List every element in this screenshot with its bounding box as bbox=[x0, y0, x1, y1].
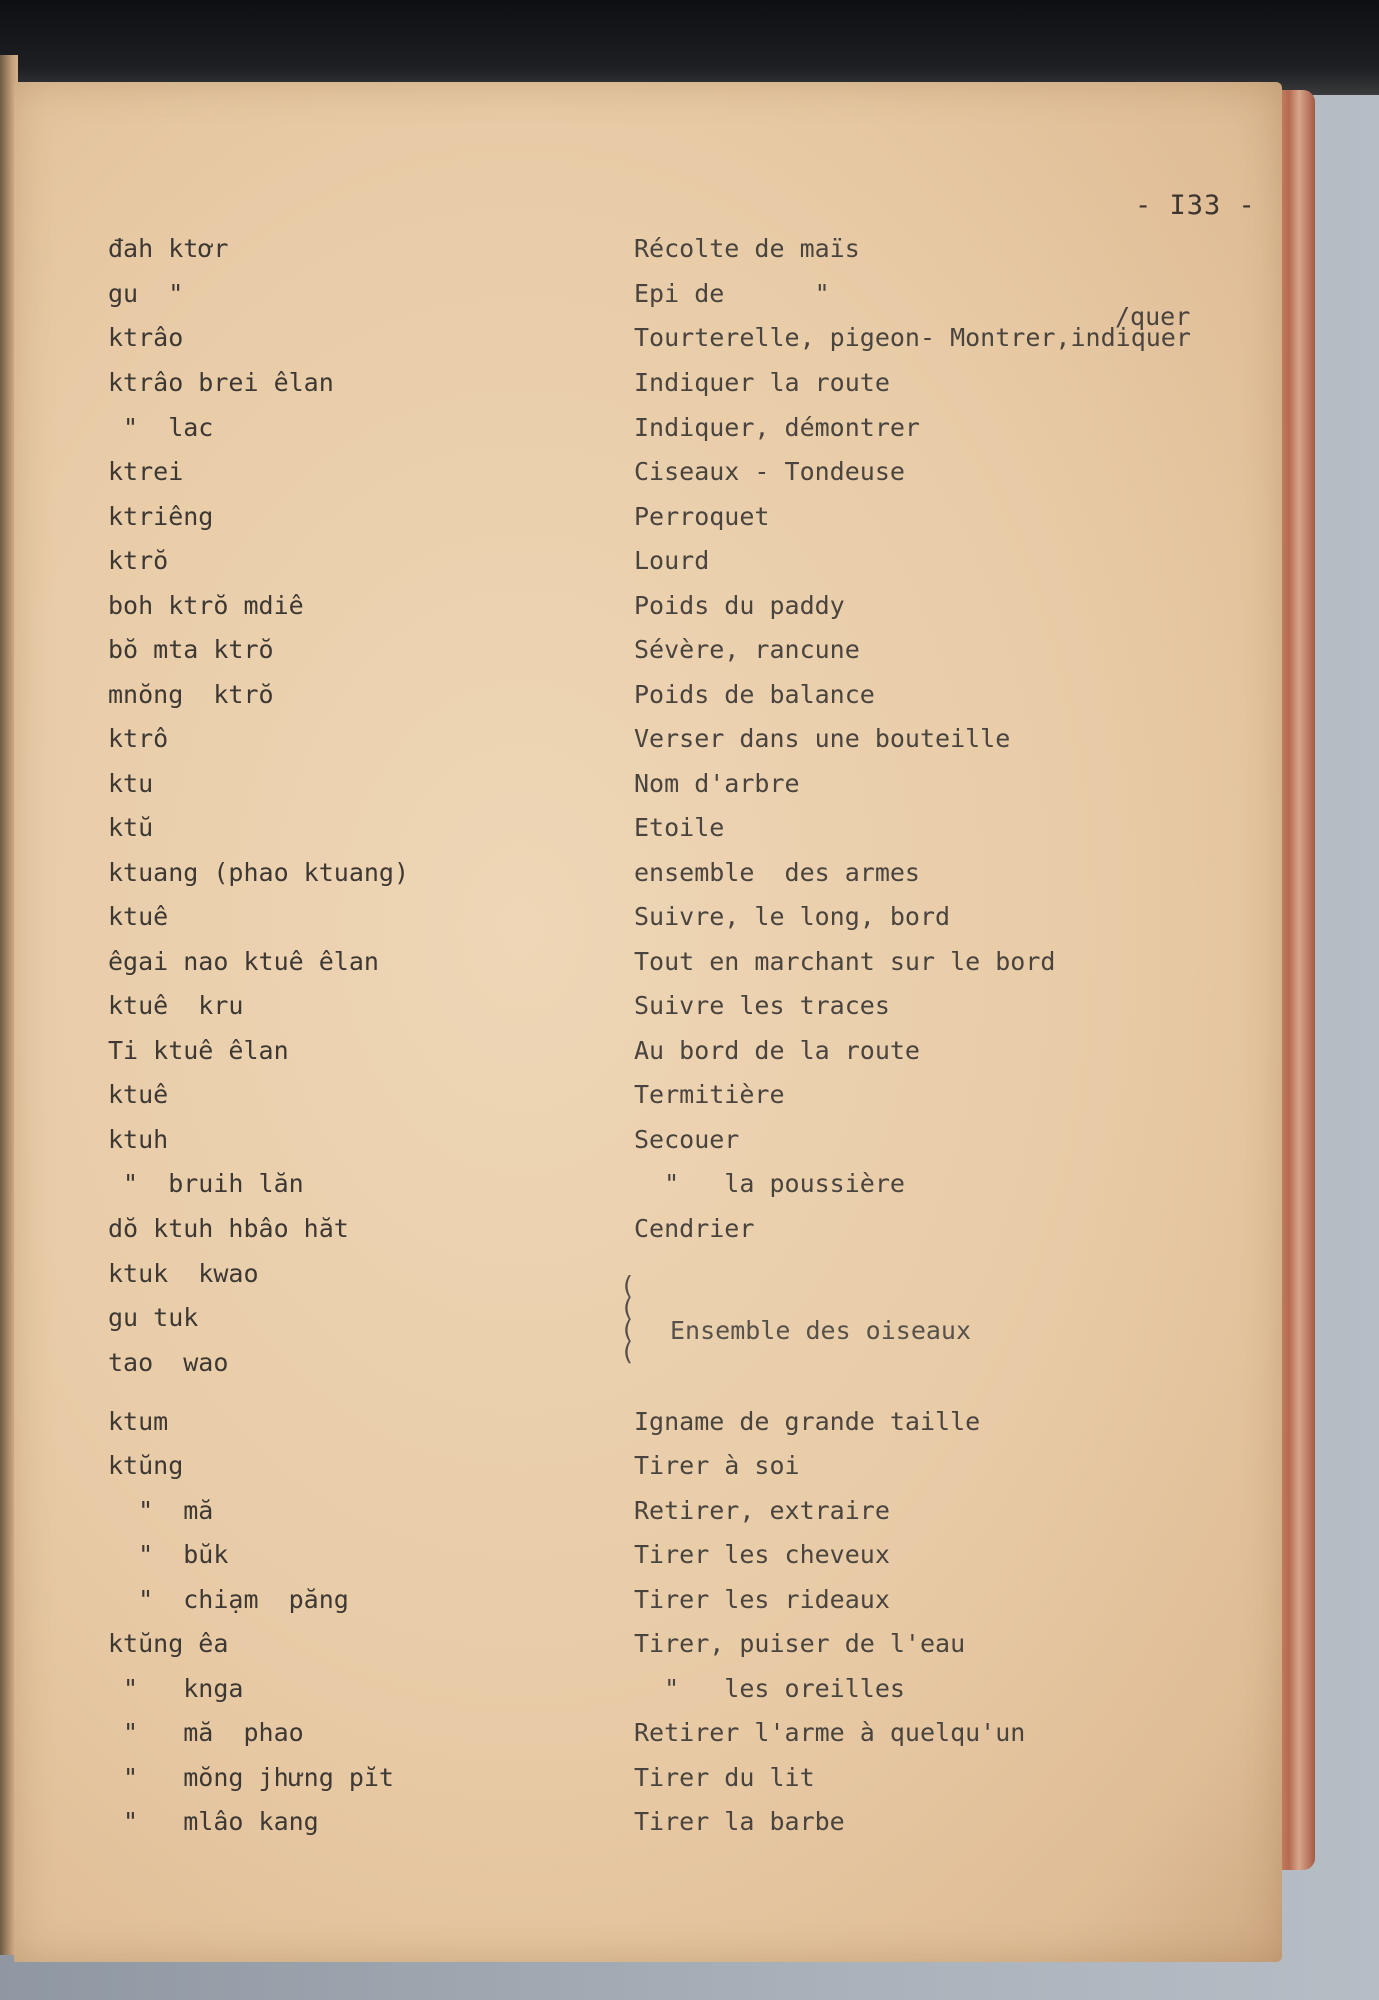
entry-term: ktrei bbox=[108, 457, 184, 486]
dictionary-entry bbox=[0, 234, 1379, 274]
dictionary-entry bbox=[0, 1585, 1379, 1625]
dictionary-entry bbox=[0, 1214, 1379, 1254]
entry-definition: Retirer l'arme à quelqu'un bbox=[634, 1718, 1026, 1747]
entry-definition: " les oreilles bbox=[634, 1674, 905, 1703]
entry-definition: Etoile bbox=[634, 813, 725, 842]
entry-term: tao wao bbox=[108, 1348, 229, 1377]
entry-definition: Retirer, extraire bbox=[634, 1496, 890, 1525]
entry-term: ktrâo brei êlan bbox=[108, 368, 334, 397]
entry-term: Ti ktuê êlan bbox=[108, 1036, 289, 1065]
dictionary-entry bbox=[0, 1259, 1379, 1299]
margin-note: /quer bbox=[1115, 302, 1191, 331]
dictionary-entry bbox=[0, 1540, 1379, 1580]
entry-definition: ensemble des armes bbox=[634, 858, 920, 887]
dictionary-entry bbox=[0, 947, 1379, 987]
entry-term: boh ktrŏ mdiê bbox=[108, 591, 304, 620]
group-definition: Ensemble des oiseaux bbox=[670, 1316, 972, 1345]
entry-definition: Au bord de la route bbox=[634, 1036, 920, 1065]
entry-definition: Cendrier bbox=[634, 1214, 755, 1243]
entry-term: " lac bbox=[108, 413, 214, 442]
dictionary-entry bbox=[0, 1348, 1379, 1388]
dictionary-entry bbox=[0, 1496, 1379, 1536]
dictionary-entry bbox=[0, 1674, 1379, 1714]
dictionary-entry bbox=[0, 1451, 1379, 1491]
dictionary-entry bbox=[0, 413, 1379, 453]
dictionary-entry bbox=[0, 769, 1379, 809]
entry-definition: Tirer les rideaux bbox=[634, 1585, 890, 1614]
entry-term: ktŭng bbox=[108, 1451, 184, 1480]
entry-definition: Tirer du lit bbox=[634, 1763, 815, 1792]
entry-term: gu tuk bbox=[108, 1303, 199, 1332]
entry-definition: Tirer à soi bbox=[634, 1451, 800, 1480]
entry-definition: Epi de " bbox=[634, 279, 830, 308]
entry-term: ktŭng êa bbox=[108, 1629, 229, 1658]
dictionary-entry bbox=[0, 1763, 1379, 1803]
entry-term: ktuh bbox=[108, 1125, 169, 1154]
dictionary-entry bbox=[0, 323, 1379, 363]
entry-definition: " la poussière bbox=[634, 1169, 905, 1198]
entry-term: " mă phao bbox=[108, 1718, 304, 1747]
dictionary-entry bbox=[0, 1036, 1379, 1076]
entry-term: ktrâo bbox=[108, 323, 184, 352]
entry-definition: Nom d'arbre bbox=[634, 769, 800, 798]
entry-definition: Indiquer, démontrer bbox=[634, 413, 920, 442]
entry-definition: Tirer la barbe bbox=[634, 1807, 845, 1836]
entry-term: gu " bbox=[108, 279, 184, 308]
dictionary-entry bbox=[0, 1629, 1379, 1669]
entry-definition: Igname de grande taille bbox=[634, 1407, 981, 1436]
entry-term: bŏ mta ktrŏ bbox=[108, 635, 274, 664]
entry-definition: Tourterelle, pigeon- Montrer,indiquer bbox=[634, 323, 1191, 352]
entry-term: " knga bbox=[108, 1674, 244, 1703]
entry-definition: Tirer, puiser de l'eau bbox=[634, 1629, 966, 1658]
entry-term: ktuang (phao ktuang) bbox=[108, 858, 410, 887]
entry-term: " bŭk bbox=[108, 1540, 229, 1569]
entry-definition: Suivre, le long, bord bbox=[634, 902, 951, 931]
entry-definition: Termitière bbox=[634, 1080, 785, 1109]
dictionary-entry bbox=[0, 1718, 1379, 1758]
dictionary-entry bbox=[0, 591, 1379, 631]
dictionary-entry bbox=[0, 991, 1379, 1031]
entry-definition: Tirer les cheveux bbox=[634, 1540, 890, 1569]
entry-term: ktuê kru bbox=[108, 991, 244, 1020]
dictionary-entry bbox=[0, 1807, 1379, 1847]
entry-definition: Tout en marchant sur le bord bbox=[634, 947, 1056, 976]
entry-definition: Sévère, rancune bbox=[634, 635, 860, 664]
entry-term: " mă bbox=[108, 1496, 214, 1525]
dictionary-entry bbox=[0, 457, 1379, 497]
entry-term: ktum bbox=[108, 1407, 169, 1436]
entry-term: " mlâo kang bbox=[108, 1807, 319, 1836]
dictionary-entry bbox=[0, 502, 1379, 542]
entry-definition: Perroquet bbox=[634, 502, 770, 531]
dictionary-entry bbox=[0, 635, 1379, 675]
entry-definition: Poids du paddy bbox=[634, 591, 845, 620]
entry-term: dŏ ktuh hbâo hăt bbox=[108, 1214, 349, 1243]
entry-term: ktriêng bbox=[108, 502, 214, 531]
grouping-brace: ( ( ( ( bbox=[620, 1271, 636, 1366]
dictionary-entry bbox=[0, 680, 1379, 720]
page-number: - I33 - bbox=[1135, 190, 1256, 221]
dictionary-entry bbox=[0, 1407, 1379, 1447]
entry-definition: Indiquer la route bbox=[634, 368, 890, 397]
entry-term: ktuê bbox=[108, 1080, 169, 1109]
entry-definition: Lourd bbox=[634, 546, 710, 575]
entry-term: ktuk kwao bbox=[108, 1259, 259, 1288]
entry-term: " chiạm păng bbox=[108, 1585, 349, 1614]
dictionary-entry bbox=[0, 368, 1379, 408]
dictionary-entry bbox=[0, 1125, 1379, 1165]
entry-term: ktŭ bbox=[108, 813, 154, 842]
dictionary-entry bbox=[0, 1169, 1379, 1209]
entry-term: đah ktơr bbox=[108, 234, 229, 263]
entry-definition: Secouer bbox=[634, 1125, 740, 1154]
entry-term: ktrŏ bbox=[108, 546, 169, 575]
entry-definition: Poids de balance bbox=[634, 680, 875, 709]
entry-definition: Verser dans une bouteille bbox=[634, 724, 1011, 753]
entry-definition: Récolte de maïs bbox=[634, 234, 860, 263]
entry-definition: Ciseaux - Tondeuse bbox=[634, 457, 905, 486]
entry-term: mnŏng ktrŏ bbox=[108, 680, 274, 709]
entry-term: ktrô bbox=[108, 724, 169, 753]
entry-term: êgai nao ktuê êlan bbox=[108, 947, 379, 976]
entry-term: " mŏng jhưng pĭt bbox=[108, 1763, 394, 1792]
dictionary-entry bbox=[0, 1080, 1379, 1120]
entry-definition: Suivre les traces bbox=[634, 991, 890, 1020]
dictionary-entry bbox=[0, 813, 1379, 853]
dictionary-entry bbox=[0, 902, 1379, 942]
dictionary-entry bbox=[0, 279, 1379, 319]
entry-term: ktu bbox=[108, 769, 154, 798]
entry-term: ktuê bbox=[108, 902, 169, 931]
entry-term: " bruih lăn bbox=[108, 1169, 304, 1198]
dictionary-entry bbox=[0, 546, 1379, 586]
dictionary-entry bbox=[0, 858, 1379, 898]
dictionary-entry bbox=[0, 724, 1379, 764]
